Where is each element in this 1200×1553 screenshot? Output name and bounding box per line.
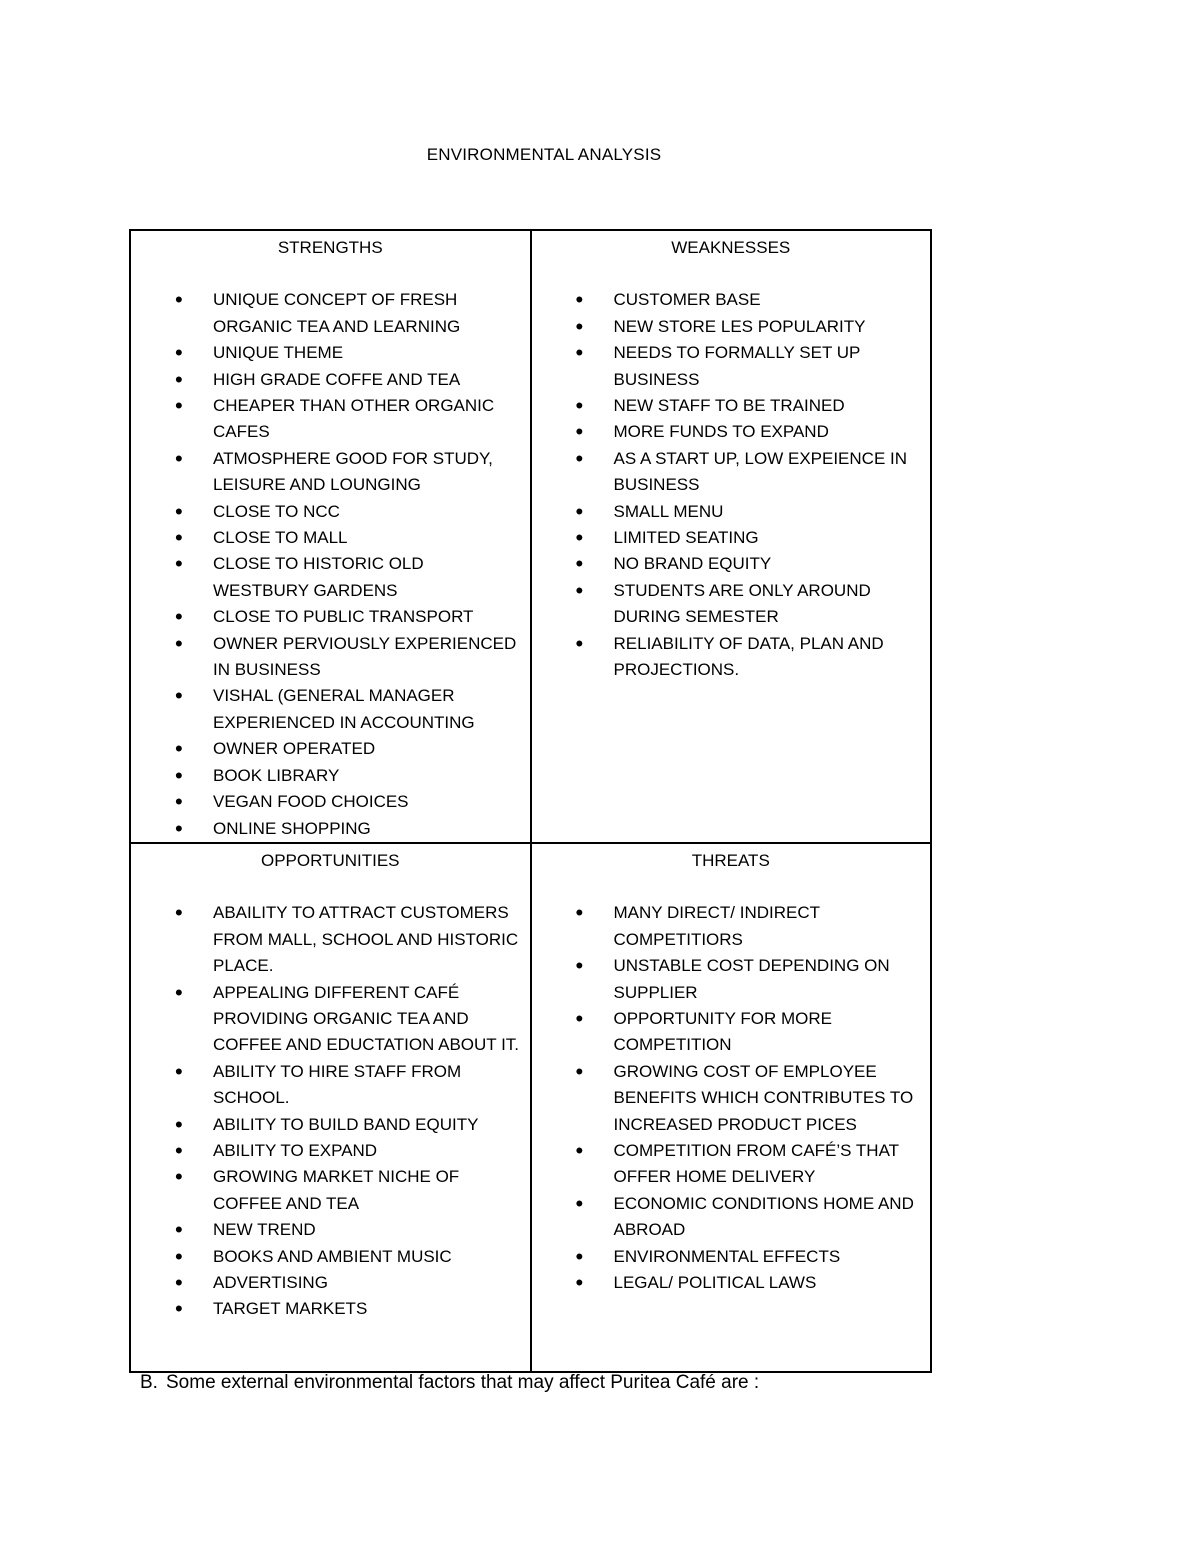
list-item: • CLOSE TO HISTORIC OLD WESTBURY GARDENS — [131, 551, 530, 604]
list-item: • UNIQUE CONCEPT OF FRESH ORGANIC TEA AND LEARNING — [131, 287, 530, 340]
list-item: • ABILITY TO BUILD BAND EQUITY — [131, 1112, 530, 1138]
list-item: • STUDENTS ARE ONLY AROUND DURING SEMESTER — [532, 578, 931, 631]
list-item: • NO BRAND EQUITY — [532, 551, 931, 577]
list-item: • NEW TREND — [131, 1217, 530, 1243]
page-title: ENVIRONMENTAL ANALYSIS — [426, 145, 662, 164]
list-item: • ABAILITY TO ATTRACT CUSTOMERS FROM MALL, SCHOOL AND HISTORIC PLACE. — [131, 900, 530, 979]
list-item: • TARGET MARKETS — [131, 1296, 530, 1322]
opportunities-heading: OPPORTUNITIES — [260, 850, 400, 870]
opportunities-list — [131, 900, 530, 1323]
list-item: • NEW STAFF TO BE TRAINED — [532, 393, 931, 419]
list-item: • APPEALING DIFFERENT CAFÉ PROVIDING ORGANIC TEA AND COFFEE AND EDUCTATION ABOUT IT. — [131, 980, 530, 1059]
list-item: • MORE FUNDS TO EXPAND — [532, 419, 931, 445]
list-item: • ENVIRONMENTAL EFFECTS — [532, 1244, 931, 1270]
list-item: • ATMOSPHERE GOOD FOR STUDY, LEISURE AND LOUNGING — [131, 446, 530, 499]
list-item: • GROWING MARKET NICHE OF COFFEE AND TEA — [131, 1164, 530, 1217]
list-item: • VISHAL (GENERAL MANAGER EXPERIENCED IN ACCOUNTING — [131, 683, 530, 736]
list-item: • OWNER PERVIOUSLY EXPERIENCED IN BUSINESS — [131, 631, 530, 684]
list-item: • NEEDS TO FORMALLY SET UP BUSINESS — [532, 340, 931, 393]
list-item: • COMPETITION FROM CAFÉ’S THAT OFFER HOME DELIVERY — [532, 1138, 931, 1191]
list-item: • VEGAN FOOD CHOICES — [131, 789, 530, 815]
list-item: • ECONOMIC CONDITIONS HOME AND ABROAD — [532, 1191, 931, 1244]
list-item: • UNSTABLE COST DEPENDING ON SUPPLIER — [532, 953, 931, 1006]
threats-list — [532, 900, 931, 1296]
list-item: • ONLINE SHOPPING — [131, 816, 530, 842]
strengths-list — [131, 287, 530, 842]
footer-text: Some external environmental factors that may affect Puritea Café are : — [166, 1372, 760, 1393]
list-item: • UNIQUE THEME — [131, 340, 530, 366]
footer-line — [140, 1369, 759, 1397]
weaknesses-list — [532, 287, 931, 683]
list-item: • RELIABILITY OF DATA, PLAN AND PROJECTIONS. — [532, 631, 931, 684]
list-item: • OPPORTUNITY FOR MORE COMPETITION — [532, 1006, 931, 1059]
list-item: • LIMITED SEATING — [532, 525, 931, 551]
threats-cell — [531, 843, 932, 1372]
list-item: • CLOSE TO MALL — [131, 525, 530, 551]
swot-table — [129, 229, 932, 1373]
list-item: • ABILITY TO HIRE STAFF FROM SCHOOL. — [131, 1059, 530, 1112]
list-item: • LEGAL/ POLITICAL LAWS — [532, 1270, 931, 1296]
list-item: • CUSTOMER BASE — [532, 287, 931, 313]
list-item: • BOOKS AND AMBIENT MUSIC — [131, 1244, 530, 1270]
list-item: • ABILITY TO EXPAND — [131, 1138, 530, 1164]
footer-marker: B. — [140, 1372, 158, 1393]
list-item: • BOOK LIBRARY — [131, 763, 530, 789]
threats-heading: THREATS — [691, 850, 770, 870]
list-item: • HIGH GRADE COFFE AND TEA — [131, 367, 530, 393]
list-item: • SMALL MENU — [532, 499, 931, 525]
list-item: • GROWING COST OF EMPLOYEE BENEFITS WHICH CONTRIBUTES TO INCREASED PRODUCT PICES — [532, 1059, 931, 1138]
list-item: • NEW STORE LES POPULARITY — [532, 314, 931, 340]
strengths-heading: STRENGTHS — [277, 238, 383, 257]
opportunities-cell — [130, 843, 531, 1372]
list-item: • ADVERTISING — [131, 1270, 530, 1296]
list-item: • MANY DIRECT/ INDIRECT COMPETITIORS — [532, 900, 931, 953]
list-item: • OWNER OPERATED — [131, 736, 530, 762]
weaknesses-heading: WEAKNESSES — [671, 238, 791, 257]
weaknesses-cell — [531, 230, 932, 843]
list-item: • CHEAPER THAN OTHER ORGANIC CAFES — [131, 393, 530, 446]
list-item: • CLOSE TO PUBLIC TRANSPORT — [131, 604, 530, 630]
list-item: • CLOSE TO NCC — [131, 499, 530, 525]
list-item: • AS A START UP, LOW EXPEIENCE IN BUSINESS — [532, 446, 931, 499]
strengths-cell — [130, 230, 531, 843]
